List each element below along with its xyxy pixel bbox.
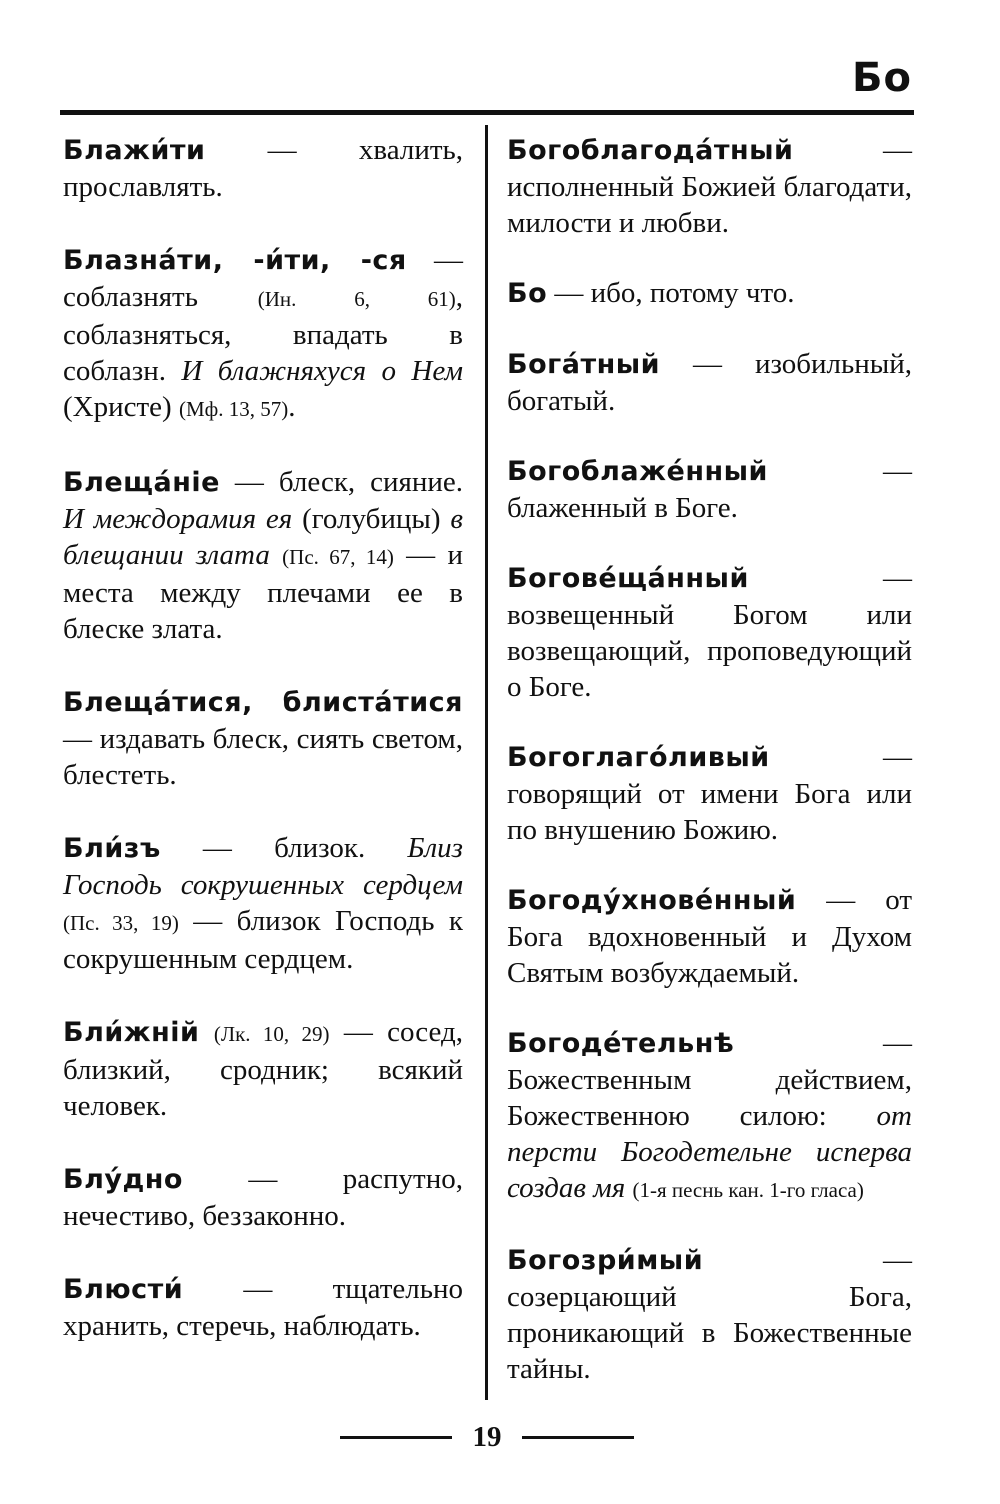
entry-headword: Блеща́ніе bbox=[63, 467, 220, 498]
entry-definition-text: — созерцающий Бога, проникающий в Божественные тайны. bbox=[507, 1244, 912, 1385]
entry-definition-text: (Христе) bbox=[63, 391, 179, 423]
dictionary-entry bbox=[507, 346, 912, 419]
entry-reference: (Пс. 67, 14) bbox=[282, 545, 394, 569]
entry-definition-text: — говорящий от имени Бога или по внушению Божию. bbox=[507, 741, 912, 846]
entry-definition-text: — изобильный, богатый. bbox=[507, 348, 912, 417]
entry-definition-text: — близок Господь к сокрушенным сердцем. bbox=[63, 905, 463, 975]
entry-definition-text: — блеск, сияние. bbox=[219, 466, 463, 498]
dictionary-entry bbox=[507, 739, 912, 848]
dictionary-entry bbox=[63, 830, 463, 977]
entry-quote: Близ Господь сокрушенных сердцем bbox=[63, 832, 463, 901]
entry-definition-text: — от Бога вдохновенный и Духом Святым возбуждаемый. bbox=[507, 884, 912, 989]
entry-definition-text: — исполненный Божией благодати, милости и любви. bbox=[507, 134, 912, 239]
entry-definition-text: — Божественным действием, Божественною силою: bbox=[507, 1027, 912, 1132]
entry-headword: Богоде́тельнѣ bbox=[507, 1028, 735, 1059]
entry-definition-text: — издавать блеск, сиять светом, блестеть. bbox=[63, 723, 463, 791]
entry-definition-text: — ибо, потому что. bbox=[547, 277, 795, 309]
dictionary-entry bbox=[507, 132, 912, 241]
entry-definition-text: — хвалить, прославлять. bbox=[63, 134, 463, 203]
right-column bbox=[507, 132, 912, 1421]
entry-definition-text: — тщательно хранить, стеречь, наблюдать. bbox=[63, 1273, 463, 1342]
column-divider bbox=[485, 125, 488, 1400]
entry-headword: Бли́зъ bbox=[63, 833, 161, 864]
entry-headword: Богоду́хнове́нный bbox=[507, 885, 797, 916]
entry-definition-text: . bbox=[288, 391, 296, 423]
dictionary-entry bbox=[507, 453, 912, 526]
entry-headword: Богове́ща́нный bbox=[507, 563, 749, 594]
entry-headword: Богоблаже́нный bbox=[507, 456, 768, 487]
entry-reference: (Пс. 33, 19) bbox=[63, 911, 179, 935]
entry-quote: И блажняхуся о Нем bbox=[181, 355, 463, 387]
entry-reference: (Мф. 13, 57) bbox=[178, 397, 289, 421]
entry-definition-text: — близок. bbox=[160, 832, 408, 864]
page-footer bbox=[0, 1421, 1000, 1461]
header-rule bbox=[60, 110, 914, 115]
entry-headword: Бо bbox=[507, 278, 548, 309]
entry-headword: Богоглаго́ливый bbox=[507, 742, 770, 773]
dictionary-entry bbox=[63, 132, 463, 205]
dictionary-entry bbox=[63, 1014, 463, 1124]
entry-headword: Богозри́мый bbox=[507, 1245, 704, 1276]
entry-definition-text: — блаженный в Боге. bbox=[507, 455, 912, 524]
dictionary-entry bbox=[63, 684, 463, 793]
entry-definition-text: — соблазнять bbox=[63, 244, 463, 313]
dictionary-entry bbox=[63, 1271, 463, 1344]
left-column bbox=[63, 132, 463, 1381]
entry-headword: Блажи́ти bbox=[63, 135, 206, 166]
entry-quote: от персти Богодетельне исперва создав мя bbox=[507, 1100, 912, 1204]
page-number: 19 bbox=[472, 1421, 502, 1453]
dictionary-entry bbox=[507, 275, 912, 312]
entry-definition-text bbox=[270, 539, 282, 571]
entry-definition-text: — и места между плечами ее в блеске злата. bbox=[63, 539, 463, 645]
dictionary-entry bbox=[507, 1242, 912, 1387]
dictionary-entry bbox=[507, 560, 912, 705]
entry-headword: Блеща́тися, блиста́тися bbox=[63, 687, 463, 718]
entry-quote: И междорамия ея bbox=[63, 503, 293, 535]
entry-reference: (Ин. 6, 61) bbox=[257, 287, 456, 311]
entry-definition-text: — возвещенный Богом или возвещающий, проповедующий о Боге. bbox=[507, 562, 912, 703]
entry-headword: Бли́жній bbox=[63, 1017, 200, 1048]
dictionary-entry bbox=[63, 464, 463, 647]
footer-rule-right bbox=[522, 1436, 634, 1439]
entry-reference: (1-я песнь кан. 1-го гласа) bbox=[632, 1178, 864, 1202]
footer-rule-left bbox=[340, 1436, 452, 1439]
entry-definition-text bbox=[199, 1016, 213, 1048]
entry-definition-text: — распутно, нечестиво, беззаконно. bbox=[63, 1163, 463, 1232]
entry-definition-text: — сосед, близкий, сродник; всякий человек. bbox=[63, 1016, 463, 1122]
dictionary-entry bbox=[507, 882, 912, 991]
dictionary-entry bbox=[507, 1025, 912, 1208]
entry-headword: Блюсти́ bbox=[63, 1274, 184, 1305]
entry-headword: Бога́тный bbox=[507, 349, 661, 380]
running-head: Бо bbox=[852, 55, 912, 101]
entry-headword: Блу́дно bbox=[63, 1164, 183, 1195]
entry-reference: (Лк. 10, 29) bbox=[213, 1022, 330, 1046]
entry-definition-text: (голубицы) bbox=[292, 503, 451, 535]
entry-headword: Блазна́ти, -и́ти, -ся bbox=[63, 245, 407, 276]
dictionary-entry bbox=[63, 242, 463, 427]
entry-headword: Богоблагода́тный bbox=[507, 135, 794, 166]
entry-quote: в блещании злата bbox=[63, 503, 463, 571]
entry-definition-text: , соблазняться, впадать в соблазн. bbox=[63, 281, 463, 387]
dictionary-entry bbox=[63, 1161, 463, 1234]
